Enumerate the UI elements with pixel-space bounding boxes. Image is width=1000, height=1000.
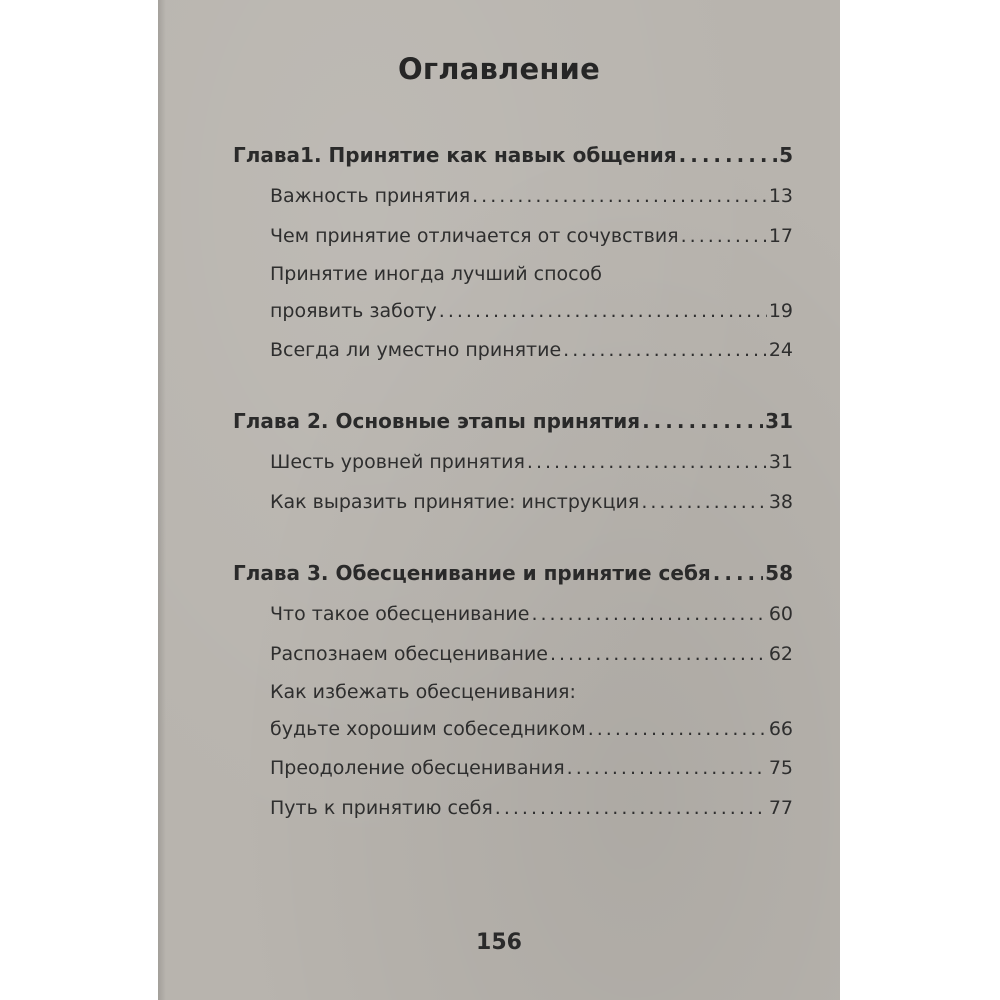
toc-entry[interactable] (270, 788, 793, 828)
toc-entry[interactable] (270, 330, 793, 370)
entry-page-number: 66 (768, 718, 793, 740)
page-number-footer: 156 (476, 930, 522, 955)
entry-title: Распознаем обесценивание (270, 643, 548, 665)
chapter-title: Глава1. Принятие как навык общения (233, 143, 677, 167)
toc-chapter-1 (233, 134, 793, 370)
dot-leader (550, 634, 767, 674)
toc-entry[interactable] (270, 674, 793, 748)
entry-title: Что такое обесценивание (270, 603, 530, 625)
dot-leader (681, 216, 767, 256)
chapter-heading[interactable] (233, 552, 793, 594)
chapter-heading[interactable] (233, 134, 793, 176)
dot-leader (642, 400, 763, 442)
dot-leader (531, 594, 766, 634)
toc-entry[interactable] (270, 442, 793, 482)
entry-title: Чем принятие отличается от сочувствия (270, 225, 679, 247)
dot-leader (439, 292, 767, 330)
dot-leader (472, 176, 767, 216)
entry-title-line-1: Принятие иногда лучший способ (270, 263, 602, 285)
entry-title: Путь к принятию себя (270, 797, 493, 819)
entry-title-line-1: Как избежать обесценивания: (270, 681, 576, 703)
book-page (158, 0, 840, 1000)
dot-leader (679, 134, 777, 176)
dot-leader (495, 788, 767, 828)
entry-title: Преодоление обесценивания (270, 757, 565, 779)
entry-page-number: 38 (768, 491, 793, 513)
dot-leader (588, 710, 767, 748)
toc-entry[interactable] (270, 482, 793, 522)
toc-entry[interactable] (270, 594, 793, 634)
chapter-title: Глава 2. Основные этапы принятия (233, 409, 641, 433)
entry-title: будьте хорошим собеседником (270, 718, 586, 740)
dot-leader (563, 330, 767, 370)
entry-page-number: 13 (768, 185, 793, 207)
dot-leader (567, 748, 767, 788)
toc-entry[interactable] (270, 176, 793, 216)
entry-page-number: 75 (768, 757, 793, 779)
entry-page-number: 31 (768, 451, 793, 473)
chapter-page-number: 58 (765, 561, 793, 585)
chapter-page-number: 31 (765, 409, 793, 433)
toc-entry[interactable] (270, 216, 793, 256)
toc-chapter-3 (233, 552, 793, 828)
toc-chapter-2 (233, 400, 793, 522)
toc-entry[interactable] (270, 634, 793, 674)
entry-page-number: 62 (768, 643, 793, 665)
dot-leader (527, 442, 767, 482)
entry-title: Шесть уровней принятия (270, 451, 525, 473)
entry-page-number: 17 (768, 225, 793, 247)
chapter-title: Глава 3. Обесценивание и принятие себя (233, 561, 711, 585)
toc-entry[interactable] (270, 256, 793, 330)
entry-title: Как выразить принятие: инструкция (270, 491, 640, 513)
toc-entry[interactable] (270, 748, 793, 788)
dot-leader (641, 482, 767, 522)
chapter-page-number: 5 (779, 143, 793, 167)
entry-title: проявить заботу (270, 300, 437, 322)
entry-title: Важность принятия (270, 185, 471, 207)
entry-page-number: 60 (768, 603, 793, 625)
chapter-heading[interactable] (233, 400, 793, 442)
entry-page-number: 24 (768, 339, 793, 361)
entry-page-number: 19 (768, 300, 793, 322)
page-title: Оглавление (398, 52, 600, 86)
dot-leader (713, 552, 763, 594)
entry-page-number: 77 (768, 797, 793, 819)
table-of-contents (233, 134, 793, 828)
page-gutter-shadow (158, 0, 166, 1000)
entry-title: Всегда ли уместно принятие (270, 339, 562, 361)
